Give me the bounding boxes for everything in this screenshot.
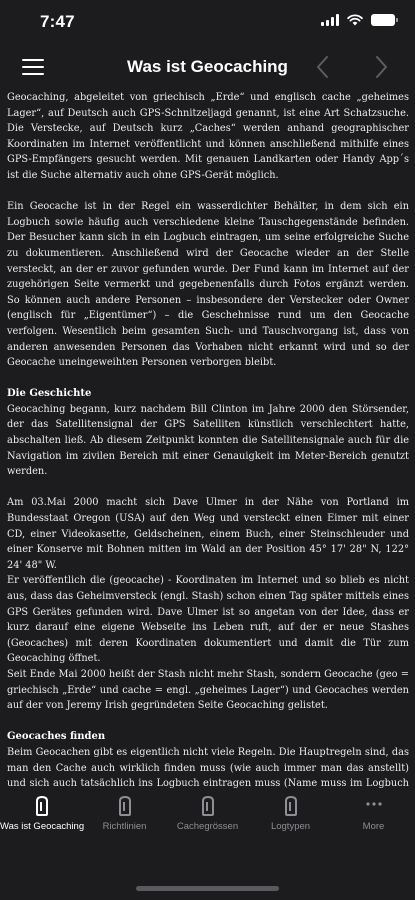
- heading-finding-geocaches: Geocaches finden: [7, 731, 106, 743]
- battery-icon: [371, 14, 395, 26]
- tab-richtlinien[interactable]: [83, 796, 166, 832]
- tab-label: Cachegrössen: [176, 821, 239, 832]
- cache-container-icon: [118, 796, 132, 816]
- paragraph-coordinates-published: Er veröffentlich die (geocache) - Koordinaten im Internet und so blieb es nicht aus, dass das Geheimversteck (engl. Stash) schon einen Tag später mittels eines GPS Gerätes gefunden wird. Dave Ulmer ist so angetan von der Idee, dass er kurz darauf eine eigene Webseite ins Leben ruft, auf der er neue Stashes (Geocaches) mit deren Koordinaten dokumentiert und damit die Tür zum Geocaching öffnet.: [7, 575, 409, 665]
- tab-label: Was ist Geocaching: [0, 821, 85, 832]
- tab-was-ist-geocaching[interactable]: [0, 796, 83, 832]
- status-time: 7:47: [40, 12, 75, 31]
- paragraph-intro: Geocaching, abgeleitet von griechisch „Erde“ und englisch cache „geheimes Lager“, auf Deutsch auch GPS-Schnitzeljagd genannt, ist eine Art Schatzsuche. Die Verstecke, auf Deutsch kurz „Caches“ werden anhand geographischer Koordinaten im Internet veröffentlicht und können anschließend mithilfe eines GPS-Empfängers gesucht werden. Mit genauen Landkarten oder Handy App´s ist die Suche alternativ auch ohne GPS-Gerät möglich.: [7, 92, 409, 181]
- tab-label: Logtypen: [270, 821, 311, 832]
- more-dots-icon: [364, 796, 384, 816]
- paragraph-history-start: Geocaching begann, kurz nachdem Bill Clinton im Jahre 2000 den Störsender, der das Satellitensignal der GPS Satelliten künstlich verschlechtert hatte, abschalten ließ. Ab diesem Zeitpunkt konnten die Satellitensignale auch für die Navigation im zivilen Bereich mit einer Genauigkeit im Meter-Bereich genutzt werden.: [7, 403, 409, 478]
- tab-logtypen[interactable]: [249, 796, 332, 832]
- wifi-icon: [347, 14, 363, 26]
- cache-container-icon: [201, 796, 215, 816]
- page-title: Was ist Geocaching: [127, 57, 288, 76]
- navigation-bar: [0, 44, 415, 90]
- paragraph-geocache-description: Ein Geocache ist in der Regel ein wasserdichter Behälter, in dem sich ein Logbuch sowie häufig auch verschiedene kleine Tauschgegenstände befinden. Der Besucher kann sich in ein Logbuch eintragen, um seine erfolgreiche Suche zu dokumentieren. Anschließend wird der Geocache wieder an der Stelle versteckt, an der er zuvor gefunden wurde. Der Fund kann im Internet auf der zugehörigen Seite vermerkt und gegebenenfalls durch Fotos ergänzt werden. So können auch andere Personen – insbesondere der Verstecker oder Owner (englisch für „Eigentümer“) – die Geschehnisse rund um den Geocache verfolgen. Wesentlich beim gesamten Such- und Tauschvorgang ist, dass von anderen anwesenden Personen das Vorhaben nicht erkannt wird und so der Geocache uneingeweihten Personen verborgen bleibt.: [7, 201, 409, 369]
- home-indicator[interactable]: [136, 886, 279, 891]
- status-icons: [321, 14, 395, 26]
- tab-label: Richtlinien: [102, 821, 147, 832]
- article-content[interactable]: [7, 90, 409, 790]
- paragraph-dave-ulmer: Am 03.Mai 2000 macht sich Dave Ulmer in der Nähe von Portland im Bundesstaat Oregon (USA) auf den Weg und versteckt einen Eimer mit einer CD, einer Videokasette, Geldscheinen, einem Buch, einer Steinschleuder und einer Konserve mit Bohnen mitten im Wald an der Position 45° 17' 28" N, 122° 24' 48" W.: [7, 497, 409, 571]
- paragraph-rules: Beim Geocachen gibt es eigentlich nicht viele Regeln. Die Hauptregeln sind, das man den Cache auch wirklich finden muss (wie auch immer man das anstellt) und sich auch tatsächlich ins Logbuch eintragen muss (Name muss im Logbuch: [7, 746, 409, 790]
- status-bar: [0, 0, 415, 44]
- chevron-right-icon[interactable]: [368, 54, 394, 80]
- tab-bar: [0, 790, 415, 900]
- cache-container-icon: [284, 796, 298, 816]
- tab-cachegroessen[interactable]: [166, 796, 249, 832]
- paragraph-stash-renamed: Seit Ende Mai 2000 heißt der Stash nicht mehr Stash, sondern Geocache (geo = griechisch „Erde“ und cache = engl. „geheimes Lager“) und Geocaches werden auf der von Jeremy Irish gegründeten Seite Geocaching gelistet.: [7, 668, 409, 712]
- cellular-signal-icon: [321, 14, 339, 26]
- tab-label: More: [362, 821, 385, 832]
- tab-more[interactable]: [332, 796, 415, 832]
- heading-history: Die Geschichte: [7, 388, 92, 400]
- chevron-left-icon[interactable]: [310, 54, 336, 80]
- cache-container-icon: [35, 796, 49, 816]
